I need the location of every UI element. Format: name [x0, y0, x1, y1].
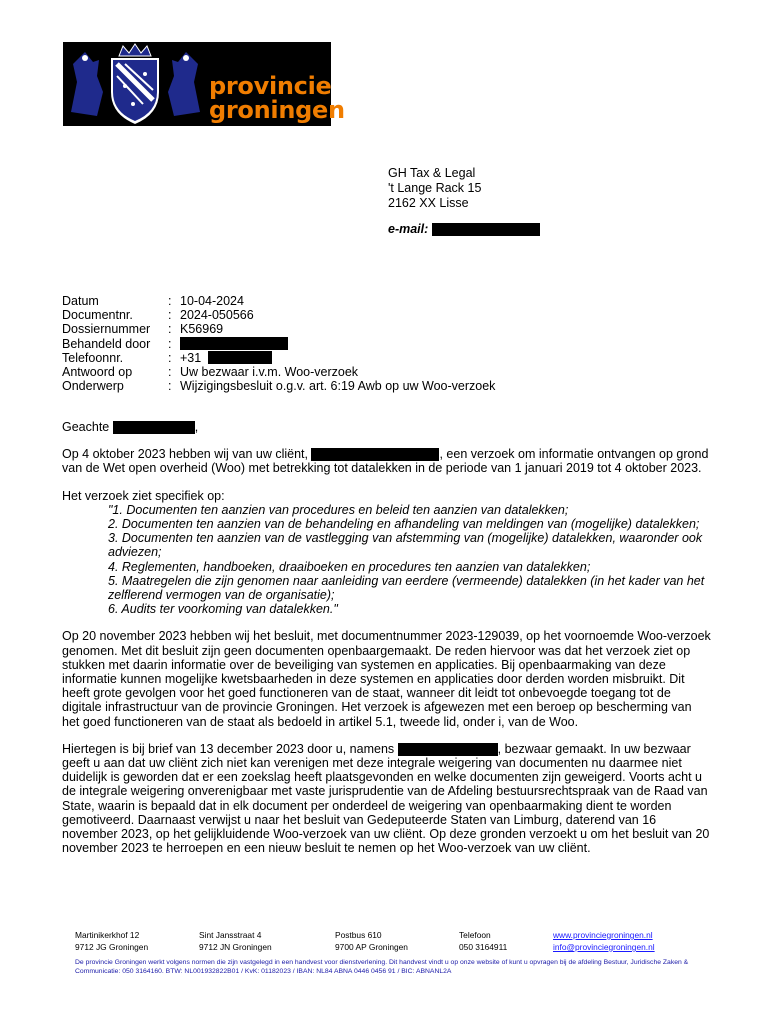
para1-before: Op 4 oktober 2023 hebben wij van uw cliënt, — [62, 447, 308, 462]
redacted-email — [432, 223, 540, 236]
redacted-handler — [180, 337, 288, 350]
quoted-request-list — [108, 503, 712, 617]
para4-before: Hiertegen is bij brief van 13 december 2023 door u, namens — [62, 741, 395, 756]
recipient-name: GH Tax & Legal — [388, 166, 476, 180]
footer-line: Martinikerkhof 12 — [75, 930, 140, 940]
quote-item: "1. Documenten ten aanzien van procedures en beleid ten aanzien van datalekken; — [108, 502, 569, 517]
meta-row-documentnr: Documentnr. : 2024-050566 — [62, 308, 254, 323]
website-link[interactable]: www.provinciegroningen.nl — [553, 930, 653, 940]
recipient-email — [388, 222, 540, 236]
meta-value: 2024-050566 — [180, 308, 254, 323]
footer-line: 9700 AP Groningen — [335, 942, 408, 952]
meta-row-antwoord-op: Antwoord op : Uw bezwaar i.v.m. Woo-verzoek — [62, 364, 359, 379]
meta-label: Documentnr. — [62, 308, 133, 323]
paragraph-objection — [62, 742, 712, 856]
salutation — [62, 420, 712, 434]
recipient-address — [388, 166, 481, 211]
quote-item: 2. Documenten ten aanzien van de behandeling en afhandeling van meldingen van (mogelijke) datalekken; — [108, 517, 700, 532]
footer-fine-print: De provincie Groningen werkt volgens normen die zijn vastgelegd in een handvest voor dienstverlening. Dit handvest vindt u op onze website of kunt u opvragen bij de afdeling Bestuur, Juridische Zaken & Communicatie: 050 3164160. BTW: NL001932822B01 / KvK: 01182023 / IBAN: NL84 ABNA 0446 0456 91 / BIC: ABNANL2A — [75, 959, 689, 975]
paragraph-decision: Op 20 november 2023 hebben wij het besluit, met documentnummer 2023-129039, op het voornoemde Woo-verzoek genomen. Met dit besluit zijn geen documenten openbaargemaakt. De reden hiervoor was dat het verzoek ziet op stukken met daarin informatie over de beveiliging van systemen en applicaties. Bij openbaarmaking van deze informatie kunnen mogelijke kwetsbaarheden in deze systemen en applicaties door derden worden misbruikt. Dit heeft grote gevolgen voor het goed functioneren van de staat, wanneer dit leidt tot onbevoegde toegang tot de digitale infrastructuur van de provincie Groningen. Het verzoek is afgewezen met een beroep op bescherming van het goed functioneren van de staat als bedoeld in artikel 5.1, tweede lid, onder i, van de Woo. — [62, 629, 711, 729]
logo-word-provincie: provincie — [209, 72, 332, 100]
email-link[interactable]: info@provinciegroningen.nl — [553, 942, 655, 952]
meta-row-datum: Datum : 10-04-2024 — [62, 294, 244, 308]
footer-links — [553, 929, 655, 953]
meta-label: Onderwerp — [62, 379, 124, 394]
quote-item: 4. Reglementen, handboeken, draaiboeken en procedures ten aanzien van datalekken; — [108, 559, 591, 574]
recipient-street: 't Lange Rack 15 — [388, 181, 482, 195]
footer-line: 050 3164911 — [459, 942, 508, 952]
quote-item: 6. Audits ter voorkoming van datalekken." — [108, 602, 338, 617]
provincie-groningen-crest-icon — [63, 42, 208, 126]
redacted-salutation-name — [113, 421, 195, 434]
meta-value: +31 — [180, 350, 202, 365]
quote-item: 5. Maatregelen die zijn genomen naar aanleiding van eerdere (vermeende) datalekken (in het kader van het zelflerend vermogen van de organisatie); — [108, 573, 705, 603]
provincie-groningen-logo — [63, 42, 345, 126]
salutation-suffix: , — [194, 420, 199, 434]
meta-label: Antwoord op — [62, 364, 133, 379]
meta-label: Behandeld door — [62, 336, 151, 351]
footer-line: 9712 JN Groningen — [199, 942, 272, 952]
meta-value: Wijzigingsbesluit o.g.v. art. 6:19 Awb op uw Woo-verzoek — [180, 379, 496, 394]
quote-item: 3. Documenten ten aanzien van de vastlegging van afstemming van (mogelijke) datalekken, waaronder ook adviezen; — [108, 531, 703, 560]
footer-line: 9712 JG Groningen — [75, 942, 149, 952]
footer-line: Sint Jansstraat 4 — [199, 930, 262, 940]
footer-line: Postbus 610 — [335, 930, 382, 940]
redacted-representative-name — [398, 743, 498, 756]
meta-row-onderwerp: Onderwerp : Wijzigingsbesluit o.g.v. art. 6:19 Awb op uw Woo-verzoek — [62, 379, 496, 394]
footer-phone — [459, 929, 507, 953]
footer-address-2 — [199, 929, 272, 953]
para4-after: , bezwaar gemaakt. In uw bezwaar geeft u aan dat uw cliënt zich niet kan verenigen met deze integrale weigering van documenten nu daarmee niet duidelijk is geworden dat er een zoekslag heeft plaatsgevonden en welke documenten zijn geweigerd. Voorts acht u de integrale weigering onverenigbaar met vaste jurisprudentie van de Afdeling bestuursrechtspraak van de Raad van State, waarin is bepaald dat in elk document per onderdeel de weigering van openbaarmaking dient te worden gemotiveerd. Daarnaast verwijst u naar het besluit van Gedeputeerde Staten van Limburg, daterend van 16 november 2023, op het gelijkluidende Woo-verzoek van uw cliënt. Op deze gronden verzoekt u om het besluit van 20 november 2023 te herroepen en een nieuw besluit te nemen op het Woo-verzoek van uw cliënt. — [62, 741, 710, 856]
redacted-phone — [208, 351, 272, 364]
letter-body — [62, 420, 712, 868]
meta-row-behandeld-door: Behandeld door : — [62, 337, 495, 351]
meta-value: Uw bezwaar i.v.m. Woo-verzoek — [180, 364, 359, 379]
recipient-city: 2162 XX Lisse — [388, 196, 469, 210]
salutation-prefix: Geachte — [62, 420, 110, 434]
redacted-client-name — [311, 448, 439, 461]
paragraph-request — [62, 447, 712, 475]
footer-address-1 — [75, 929, 148, 953]
logo-word-groningen: groningen — [209, 96, 345, 124]
meta-value: K56969 — [180, 322, 224, 337]
meta-row-telefoonnr: Telefoonnr. : +31 — [62, 351, 495, 365]
meta-label: Telefoonnr. — [62, 350, 124, 365]
meta-label: Datum — [62, 294, 99, 308]
meta-value: 10-04-2024 — [180, 294, 244, 308]
para1-after: , een verzoek om informatie ontvangen op grond van de Wet open overheid (Woo) met betrekking tot datalekken in de periode van 1 januari 2019 tot 4 oktober 2023. — [62, 447, 709, 476]
footer-postbus — [335, 929, 408, 953]
email-label: e-mail: — [388, 222, 429, 236]
letter-metadata — [62, 294, 495, 393]
footer-line: Telefoon — [459, 930, 491, 940]
meta-row-dossiernummer: Dossiernummer : K56969 — [62, 322, 224, 337]
meta-label: Dossiernummer — [62, 322, 151, 337]
paragraph-scope-intro: Het verzoek ziet specifiek op: — [62, 488, 225, 503]
